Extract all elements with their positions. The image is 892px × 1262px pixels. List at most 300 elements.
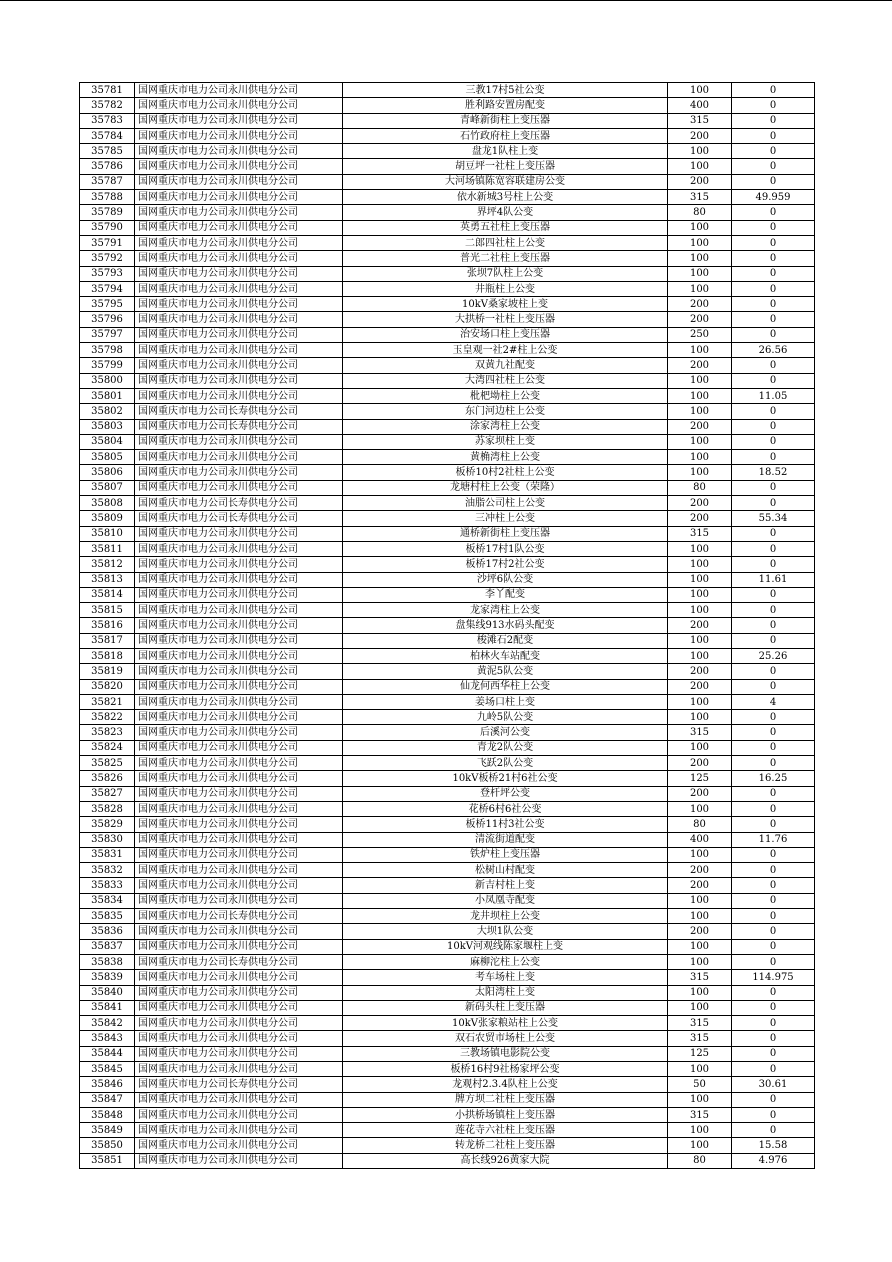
company-cell: 国网重庆市电力公司永川供电分公司 xyxy=(135,1123,343,1138)
capacity-cell: 200 xyxy=(668,419,732,434)
station-name-cell: 板桥16村9社杨家坪公变 xyxy=(343,1062,668,1077)
value-cell: 0 xyxy=(732,159,815,174)
company-cell: 国网重庆市电力公司永川供电分公司 xyxy=(135,1153,343,1168)
station-name-cell: 英勇五社柱上变压器 xyxy=(343,220,668,235)
row-id-cell: 35840 xyxy=(80,985,135,1000)
table-row xyxy=(80,817,815,832)
table-row xyxy=(80,756,815,771)
capacity-cell: 100 xyxy=(668,740,732,755)
value-cell: 0 xyxy=(732,1046,815,1061)
capacity-cell: 100 xyxy=(668,587,732,602)
station-name-cell: 大湾四社柱上公变 xyxy=(343,373,668,388)
capacity-cell: 100 xyxy=(668,144,732,159)
row-id-cell: 35844 xyxy=(80,1046,135,1061)
station-name-cell: 胡豆坪一社柱上变压器 xyxy=(343,159,668,174)
table-row xyxy=(80,572,815,587)
station-name-cell: 黄桷湾柱上公变 xyxy=(343,450,668,465)
value-cell: 0 xyxy=(732,266,815,281)
station-name-cell: 双黄九社配变 xyxy=(343,358,668,373)
row-id-cell: 35789 xyxy=(80,205,135,220)
company-cell: 国网重庆市电力公司永川供电分公司 xyxy=(135,281,343,296)
company-cell: 国网重庆市电力公司长寿供电分公司 xyxy=(135,404,343,419)
company-cell: 国网重庆市电力公司永川供电分公司 xyxy=(135,1092,343,1107)
row-id-cell: 35795 xyxy=(80,297,135,312)
table-row xyxy=(80,985,815,1000)
company-cell: 国网重庆市电力公司永川供电分公司 xyxy=(135,587,343,602)
station-name-cell: 依水新城3号柱上公变 xyxy=(343,190,668,205)
company-cell: 国网重庆市电力公司永川供电分公司 xyxy=(135,1062,343,1077)
company-cell: 国网重庆市电力公司长寿供电分公司 xyxy=(135,1077,343,1092)
table-row xyxy=(80,205,815,220)
value-cell: 0 xyxy=(732,297,815,312)
capacity-cell: 100 xyxy=(668,557,732,572)
value-cell: 0 xyxy=(732,434,815,449)
table-row xyxy=(80,159,815,174)
row-id-cell: 35815 xyxy=(80,603,135,618)
table-row xyxy=(80,404,815,419)
company-cell: 国网重庆市电力公司永川供电分公司 xyxy=(135,847,343,862)
station-name-cell: 青峰新街柱上变压器 xyxy=(343,113,668,128)
station-name-cell: 花桥6村6社公变 xyxy=(343,801,668,816)
capacity-cell: 200 xyxy=(668,496,732,511)
value-cell: 0 xyxy=(732,174,815,189)
row-id-cell: 35811 xyxy=(80,541,135,556)
station-name-cell: 普光二社柱上变压器 xyxy=(343,251,668,266)
station-name-cell: 10kV板桥21村6社公变 xyxy=(343,771,668,786)
table-row xyxy=(80,235,815,250)
value-cell: 0 xyxy=(732,281,815,296)
row-id-cell: 35798 xyxy=(80,343,135,358)
station-name-cell: 沙坪6队公变 xyxy=(343,572,668,587)
station-name-cell: 青龙2队公变 xyxy=(343,740,668,755)
capacity-cell: 200 xyxy=(668,878,732,893)
capacity-cell: 80 xyxy=(668,817,732,832)
station-name-cell: 莲花寺六社柱上变压器 xyxy=(343,1123,668,1138)
company-cell: 国网重庆市电力公司永川供电分公司 xyxy=(135,450,343,465)
value-cell: 26.56 xyxy=(732,343,815,358)
capacity-cell: 315 xyxy=(668,1031,732,1046)
value-cell: 0 xyxy=(732,786,815,801)
station-name-cell: 界坪4队公变 xyxy=(343,205,668,220)
row-id-cell: 35821 xyxy=(80,694,135,709)
company-cell: 国网重庆市电力公司永川供电分公司 xyxy=(135,159,343,174)
station-name-cell: 新吉村柱上变 xyxy=(343,878,668,893)
row-id-cell: 35845 xyxy=(80,1062,135,1077)
row-id-cell: 35831 xyxy=(80,847,135,862)
capacity-cell: 100 xyxy=(668,388,732,403)
capacity-cell: 100 xyxy=(668,541,732,556)
row-id-cell: 35828 xyxy=(80,801,135,816)
row-id-cell: 35796 xyxy=(80,312,135,327)
table-row xyxy=(80,1000,815,1015)
value-cell: 0 xyxy=(732,144,815,159)
station-name-cell: 苏家坝柱上变 xyxy=(343,434,668,449)
company-cell: 国网重庆市电力公司永川供电分公司 xyxy=(135,633,343,648)
value-cell: 16.25 xyxy=(732,771,815,786)
capacity-cell: 100 xyxy=(668,1062,732,1077)
company-cell: 国网重庆市电力公司永川供电分公司 xyxy=(135,863,343,878)
station-name-cell: 高长线926黄家大院 xyxy=(343,1153,668,1168)
capacity-cell: 200 xyxy=(668,358,732,373)
row-id-cell: 35799 xyxy=(80,358,135,373)
capacity-cell: 100 xyxy=(668,847,732,862)
station-name-cell: 涂家湾柱上公变 xyxy=(343,419,668,434)
row-id-cell: 35812 xyxy=(80,557,135,572)
station-name-cell: 牌方坝二社柱上变压器 xyxy=(343,1092,668,1107)
station-name-cell: 玉皇观一社2#柱上公变 xyxy=(343,343,668,358)
station-name-cell: 黄泥5队公变 xyxy=(343,664,668,679)
value-cell: 0 xyxy=(732,312,815,327)
value-cell: 0 xyxy=(732,251,815,266)
company-cell: 国网重庆市电力公司永川供电分公司 xyxy=(135,297,343,312)
company-cell: 国网重庆市电力公司永川供电分公司 xyxy=(135,648,343,663)
value-cell: 0 xyxy=(732,587,815,602)
row-id-cell: 35834 xyxy=(80,893,135,908)
company-cell: 国网重庆市电力公司永川供电分公司 xyxy=(135,1107,343,1122)
station-name-cell: 三教17村5社公变 xyxy=(343,83,668,98)
value-cell: 0 xyxy=(732,847,815,862)
capacity-cell: 100 xyxy=(668,648,732,663)
company-cell: 国网重庆市电力公司永川供电分公司 xyxy=(135,801,343,816)
row-id-cell: 35793 xyxy=(80,266,135,281)
value-cell: 0 xyxy=(732,450,815,465)
company-cell: 国网重庆市电力公司永川供电分公司 xyxy=(135,756,343,771)
company-cell: 国网重庆市电力公司永川供电分公司 xyxy=(135,526,343,541)
value-cell: 0 xyxy=(732,557,815,572)
row-id-cell: 35782 xyxy=(80,98,135,113)
station-name-cell: 10kV张家粮站柱上公变 xyxy=(343,1016,668,1031)
capacity-cell: 200 xyxy=(668,128,732,143)
table-row xyxy=(80,893,815,908)
table-row xyxy=(80,388,815,403)
value-cell: 49.959 xyxy=(732,190,815,205)
capacity-cell: 100 xyxy=(668,1123,732,1138)
table-row xyxy=(80,1138,815,1153)
station-name-cell: 太阳湾柱上变 xyxy=(343,985,668,1000)
value-cell: 0 xyxy=(732,801,815,816)
capacity-cell: 315 xyxy=(668,526,732,541)
station-name-cell: 东门河边柱上公变 xyxy=(343,404,668,419)
table-row xyxy=(80,847,815,862)
table-row xyxy=(80,220,815,235)
table-row xyxy=(80,909,815,924)
value-cell: 0 xyxy=(732,1107,815,1122)
value-cell: 0 xyxy=(732,725,815,740)
value-cell: 0 xyxy=(732,128,815,143)
capacity-cell: 100 xyxy=(668,220,732,235)
value-cell: 0 xyxy=(732,113,815,128)
capacity-cell: 100 xyxy=(668,343,732,358)
station-name-cell: 龙家湾柱上公变 xyxy=(343,603,668,618)
station-name-cell: 枇杷坳柱上公变 xyxy=(343,388,668,403)
value-cell: 0 xyxy=(732,358,815,373)
company-cell: 国网重庆市电力公司永川供电分公司 xyxy=(135,771,343,786)
company-cell: 国网重庆市电力公司永川供电分公司 xyxy=(135,603,343,618)
value-cell: 0 xyxy=(732,235,815,250)
row-id-cell: 35827 xyxy=(80,786,135,801)
table-row xyxy=(80,878,815,893)
capacity-cell: 400 xyxy=(668,832,732,847)
table-row xyxy=(80,633,815,648)
row-id-cell: 35813 xyxy=(80,572,135,587)
row-id-cell: 35781 xyxy=(80,83,135,98)
table-row xyxy=(80,83,815,98)
value-cell: 0 xyxy=(732,817,815,832)
capacity-cell: 50 xyxy=(668,1077,732,1092)
row-id-cell: 35817 xyxy=(80,633,135,648)
company-cell: 国网重庆市电力公司永川供电分公司 xyxy=(135,710,343,725)
capacity-cell: 315 xyxy=(668,190,732,205)
company-cell: 国网重庆市电力公司永川供电分公司 xyxy=(135,557,343,572)
capacity-cell: 80 xyxy=(668,205,732,220)
company-cell: 国网重庆市电力公司永川供电分公司 xyxy=(135,786,343,801)
company-cell: 国网重庆市电力公司永川供电分公司 xyxy=(135,924,343,939)
value-cell: 0 xyxy=(732,878,815,893)
station-name-cell: 张坝7队柱上公变 xyxy=(343,266,668,281)
table-row xyxy=(80,450,815,465)
company-cell: 国网重庆市电力公司永川供电分公司 xyxy=(135,388,343,403)
table-row xyxy=(80,312,815,327)
value-cell: 4 xyxy=(732,694,815,709)
row-id-cell: 35784 xyxy=(80,128,135,143)
company-cell: 国网重庆市电力公司长寿供电分公司 xyxy=(135,954,343,969)
value-cell: 11.05 xyxy=(732,388,815,403)
station-name-cell: 二郎四社柱上公变 xyxy=(343,235,668,250)
station-name-cell: 考车场柱上变 xyxy=(343,970,668,985)
station-name-cell: 清流街道配变 xyxy=(343,832,668,847)
capacity-cell: 100 xyxy=(668,710,732,725)
table-row xyxy=(80,939,815,954)
company-cell: 国网重庆市电力公司长寿供电分公司 xyxy=(135,496,343,511)
row-id-cell: 35794 xyxy=(80,281,135,296)
capacity-cell: 80 xyxy=(668,1153,732,1168)
company-cell: 国网重庆市电力公司永川供电分公司 xyxy=(135,985,343,1000)
row-id-cell: 35820 xyxy=(80,679,135,694)
table-row xyxy=(80,618,815,633)
station-name-cell: 转龙桥二社柱上变压器 xyxy=(343,1138,668,1153)
company-cell: 国网重庆市电力公司永川供电分公司 xyxy=(135,327,343,342)
value-cell: 15.58 xyxy=(732,1138,815,1153)
capacity-cell: 200 xyxy=(668,786,732,801)
capacity-cell: 100 xyxy=(668,603,732,618)
station-name-cell: 登杆坪公变 xyxy=(343,786,668,801)
company-cell: 国网重庆市电力公司永川供电分公司 xyxy=(135,480,343,495)
company-cell: 国网重庆市电力公司永川供电分公司 xyxy=(135,465,343,480)
station-name-cell: 三教场镇电影院公变 xyxy=(343,1046,668,1061)
table-row xyxy=(80,496,815,511)
company-cell: 国网重庆市电力公司永川供电分公司 xyxy=(135,358,343,373)
company-cell: 国网重庆市电力公司永川供电分公司 xyxy=(135,113,343,128)
company-cell: 国网重庆市电力公司永川供电分公司 xyxy=(135,266,343,281)
value-cell: 0 xyxy=(732,939,815,954)
station-name-cell: 油脂公司柱上公变 xyxy=(343,496,668,511)
capacity-cell: 315 xyxy=(668,1107,732,1122)
table-row xyxy=(80,648,815,663)
value-cell: 18.52 xyxy=(732,465,815,480)
capacity-cell: 315 xyxy=(668,725,732,740)
company-cell: 国网重庆市电力公司永川供电分公司 xyxy=(135,618,343,633)
value-cell: 0 xyxy=(732,98,815,113)
value-cell: 0 xyxy=(732,909,815,924)
company-cell: 国网重庆市电力公司永川供电分公司 xyxy=(135,205,343,220)
capacity-cell: 100 xyxy=(668,801,732,816)
value-cell: 0 xyxy=(732,373,815,388)
row-id-cell: 35849 xyxy=(80,1123,135,1138)
company-cell: 国网重庆市电力公司永川供电分公司 xyxy=(135,1046,343,1061)
table-row xyxy=(80,281,815,296)
value-cell: 0 xyxy=(732,633,815,648)
row-id-cell: 35802 xyxy=(80,404,135,419)
table-row xyxy=(80,771,815,786)
company-cell: 国网重庆市电力公司永川供电分公司 xyxy=(135,144,343,159)
table-row xyxy=(80,480,815,495)
company-cell: 国网重庆市电力公司永川供电分公司 xyxy=(135,694,343,709)
row-id-cell: 35785 xyxy=(80,144,135,159)
station-name-cell: 大坝1队公变 xyxy=(343,924,668,939)
row-id-cell: 35837 xyxy=(80,939,135,954)
value-cell: 11.76 xyxy=(732,832,815,847)
station-name-cell: 胜利路安置房配变 xyxy=(343,98,668,113)
company-cell: 国网重庆市电力公司永川供电分公司 xyxy=(135,725,343,740)
capacity-cell: 100 xyxy=(668,434,732,449)
station-name-cell: 治安场口柱上变压器 xyxy=(343,327,668,342)
value-cell: 0 xyxy=(732,1031,815,1046)
company-cell: 国网重庆市电力公司永川供电分公司 xyxy=(135,312,343,327)
table-row xyxy=(80,1016,815,1031)
table-row xyxy=(80,1062,815,1077)
company-cell: 国网重庆市电力公司永川供电分公司 xyxy=(135,220,343,235)
row-id-cell: 35797 xyxy=(80,327,135,342)
row-id-cell: 35830 xyxy=(80,832,135,847)
table-row xyxy=(80,1107,815,1122)
capacity-cell: 100 xyxy=(668,909,732,924)
station-name-cell: 双石农贸市场柱上公变 xyxy=(343,1031,668,1046)
value-cell: 0 xyxy=(732,526,815,541)
table-row xyxy=(80,128,815,143)
capacity-cell: 200 xyxy=(668,664,732,679)
table-row xyxy=(80,327,815,342)
row-id-cell: 35792 xyxy=(80,251,135,266)
table-row xyxy=(80,465,815,480)
value-cell: 0 xyxy=(732,954,815,969)
capacity-cell: 200 xyxy=(668,312,732,327)
station-name-cell: 石竹政府柱上变压器 xyxy=(343,128,668,143)
company-cell: 国网重庆市电力公司永川供电分公司 xyxy=(135,740,343,755)
station-name-cell: 松树山村配变 xyxy=(343,863,668,878)
value-cell: 0 xyxy=(732,756,815,771)
value-cell: 0 xyxy=(732,1062,815,1077)
row-id-cell: 35808 xyxy=(80,496,135,511)
company-cell: 国网重庆市电力公司永川供电分公司 xyxy=(135,128,343,143)
capacity-cell: 200 xyxy=(668,924,732,939)
value-cell: 0 xyxy=(732,618,815,633)
station-name-cell: 大拱桥一社柱上变压器 xyxy=(343,312,668,327)
capacity-cell: 100 xyxy=(668,633,732,648)
row-id-cell: 35851 xyxy=(80,1153,135,1168)
company-cell: 国网重庆市电力公司永川供电分公司 xyxy=(135,83,343,98)
table-row xyxy=(80,557,815,572)
table-row xyxy=(80,174,815,189)
row-id-cell: 35839 xyxy=(80,970,135,985)
capacity-cell: 100 xyxy=(668,1138,732,1153)
value-cell: 0 xyxy=(732,710,815,725)
table-row xyxy=(80,251,815,266)
table-row xyxy=(80,679,815,694)
station-name-cell: 10kV桑家坡柱上变 xyxy=(343,297,668,312)
row-id-cell: 35826 xyxy=(80,771,135,786)
table-row xyxy=(80,710,815,725)
table-row xyxy=(80,1077,815,1092)
company-cell: 国网重庆市电力公司永川供电分公司 xyxy=(135,1138,343,1153)
station-name-cell: 梭滩石2配变 xyxy=(343,633,668,648)
capacity-cell: 200 xyxy=(668,511,732,526)
value-cell: 0 xyxy=(732,740,815,755)
value-cell: 0 xyxy=(732,863,815,878)
capacity-cell: 200 xyxy=(668,618,732,633)
station-name-cell: 井瓶柱上公变 xyxy=(343,281,668,296)
company-cell: 国网重庆市电力公司永川供电分公司 xyxy=(135,373,343,388)
capacity-cell: 315 xyxy=(668,1016,732,1031)
table-row xyxy=(80,924,815,939)
row-id-cell: 35791 xyxy=(80,235,135,250)
capacity-cell: 250 xyxy=(668,327,732,342)
station-name-cell: 新码头柱上变压器 xyxy=(343,1000,668,1015)
row-id-cell: 35836 xyxy=(80,924,135,939)
row-id-cell: 35818 xyxy=(80,648,135,663)
row-id-cell: 35843 xyxy=(80,1031,135,1046)
row-id-cell: 35800 xyxy=(80,373,135,388)
table-row xyxy=(80,358,815,373)
station-name-cell: 李丫配变 xyxy=(343,587,668,602)
row-id-cell: 35829 xyxy=(80,817,135,832)
value-cell: 0 xyxy=(732,1092,815,1107)
value-cell: 0 xyxy=(732,1123,815,1138)
station-name-cell: 飞跃2队公变 xyxy=(343,756,668,771)
capacity-cell: 100 xyxy=(668,266,732,281)
table-row xyxy=(80,1092,815,1107)
capacity-cell: 125 xyxy=(668,771,732,786)
row-id-cell: 35824 xyxy=(80,740,135,755)
table-row xyxy=(80,1046,815,1061)
table-row xyxy=(80,526,815,541)
station-name-cell: 小凤凰寺配变 xyxy=(343,893,668,908)
value-cell: 0 xyxy=(732,664,815,679)
station-name-cell: 板桥17村1队公变 xyxy=(343,541,668,556)
company-cell: 国网重庆市电力公司永川供电分公司 xyxy=(135,1031,343,1046)
station-name-cell: 仙龙何西华柱上公变 xyxy=(343,679,668,694)
row-id-cell: 35822 xyxy=(80,710,135,725)
value-cell: 0 xyxy=(732,1000,815,1015)
table-row xyxy=(80,266,815,281)
row-id-cell: 35801 xyxy=(80,388,135,403)
station-name-cell: 龙观村2.3.4队柱上公变 xyxy=(343,1077,668,1092)
table-row xyxy=(80,740,815,755)
row-id-cell: 35805 xyxy=(80,450,135,465)
value-cell: 0 xyxy=(732,480,815,495)
station-name-cell: 10kV河观线陈家堰柱上变 xyxy=(343,939,668,954)
table-row xyxy=(80,863,815,878)
company-cell: 国网重庆市电力公司永川供电分公司 xyxy=(135,939,343,954)
station-name-cell: 通桥新街柱上变压器 xyxy=(343,526,668,541)
table-row xyxy=(80,725,815,740)
company-cell: 国网重庆市电力公司永川供电分公司 xyxy=(135,434,343,449)
capacity-cell: 100 xyxy=(668,235,732,250)
capacity-cell: 100 xyxy=(668,893,732,908)
capacity-cell: 100 xyxy=(668,373,732,388)
row-id-cell: 35816 xyxy=(80,618,135,633)
station-name-cell: 柏林火车站配变 xyxy=(343,648,668,663)
capacity-cell: 200 xyxy=(668,297,732,312)
